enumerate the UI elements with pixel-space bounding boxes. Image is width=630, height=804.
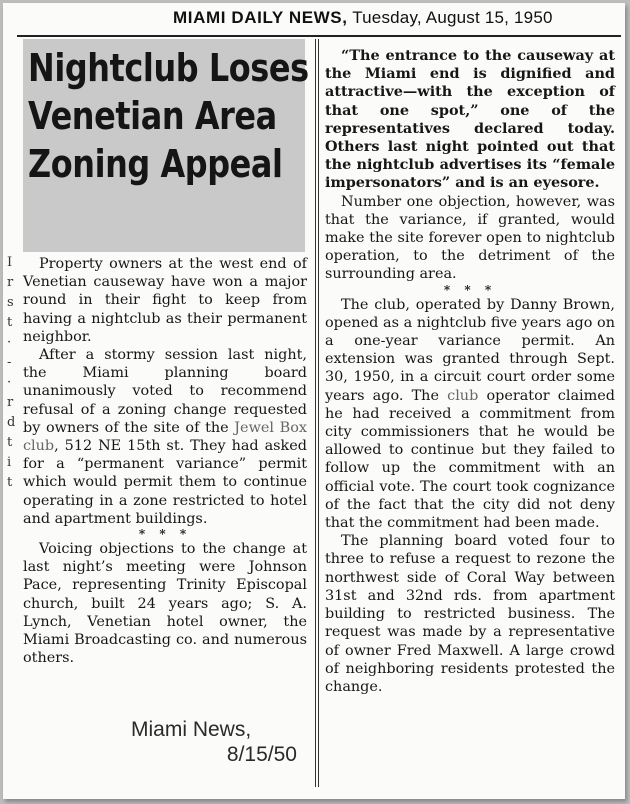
paragraph: Property owners at the west end of Venetian causeway have won a major round in their fight to keep from having a nightclub as their permanent neighbor.	[23, 256, 307, 345]
cropped-margin-text: I r s t · - · r d t i t	[7, 255, 16, 490]
headline-box	[23, 39, 309, 252]
column-rule	[318, 39, 319, 787]
issue-date: Tuesday, August 15, 1950	[352, 8, 553, 27]
masthead	[173, 8, 618, 34]
right-column	[325, 47, 615, 696]
paragraph: Voicing objections to the change at last night’s meeting were Johnson Pace, representing Trinity Episcopal church, built 24 years ago; S. A. Lynch, Venetian hotel owner, the Miami Broadcasting co. and numerous others.	[23, 541, 307, 667]
highlighted-word: club	[447, 387, 479, 404]
masthead-rule	[17, 35, 621, 37]
paragraph: Number one objection, however, was that the variance, if granted, would make the site forever open to nightclub operation, to the detriment of the surrounding area.	[325, 193, 615, 283]
paragraph: “The entrance to the causeway at the Miami end is dignified and attractive—with the exception of that one spot,” one of the representatives declared today. Others last night pointed out that the nightclub advertises its “female impersonators” and is an eyesore.	[325, 47, 615, 192]
column-rule	[315, 39, 316, 787]
paragraph: The club, operated by Danny Brown, opened as a nightclub five years ago on a one-year variance permit. An extension was granted through Sept. 30, 1950, in a circuit court order some years ago. The club operator claimed he had received a commitment from city commissioners that he would be allowed to continue but they failed to follow up the commitment with an official vote. The court took cognizance of the fact that the city did not deny that the commitment had been made.	[325, 296, 616, 532]
source-caption: Miami News, 8/15/50	[131, 718, 297, 766]
section-break: * * *	[443, 282, 497, 297]
left-column	[23, 255, 307, 667]
highlighted-club-name: Jewel Box club	[23, 419, 308, 455]
clipping-frame	[3, 3, 625, 799]
headline: Nightclub Loses Venetian Area Zoning Appeal	[28, 46, 309, 186]
newspaper-name: MIAMI DAILY NEWS,	[173, 8, 348, 27]
paragraph: After a stormy session last night, the Miami planning board unanimously voted to recommend refusal of a zoning change requested by owners of the site of the Jewel Box club, 512 NE 15th st. They had asked for a “permanent variance” permit which would permit them to continue operating in a zone restricted to hotel and apartment buildings.	[23, 347, 308, 527]
section-break: * * *	[138, 527, 192, 542]
paragraph: The planning board voted four to three to refuse a request to rezone the northwest side of Coral Way between 31st and 32nd rds. from apartment building to restricted business. The request was made by a representative of owner Fred Maxwell. A large crowd of neighboring residents protested the change.	[325, 533, 615, 695]
